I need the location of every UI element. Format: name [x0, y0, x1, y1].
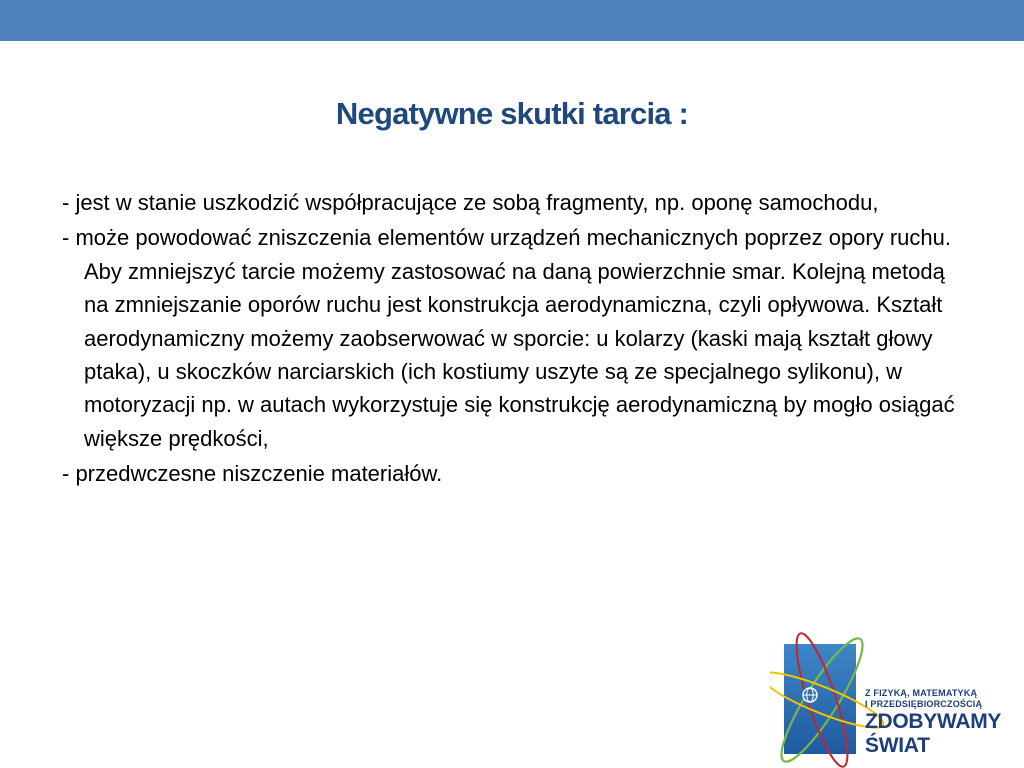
bullet-item-3: - przedwczesne niszczenie materiałów.: [62, 461, 443, 487]
top-banner-bar: [0, 0, 1024, 41]
bullet-list: [62, 186, 962, 493]
logo-title-line2: ŚWIAT: [865, 734, 930, 757]
logo-tagline-line1: Z FIZYKĄ, MATEMATYKĄ: [865, 688, 978, 698]
project-logo: [770, 624, 1024, 768]
slide-title: Negatywne skutki tarcia :: [335, 96, 689, 131]
bullet-item-2: - może powodować zniszczenia elementów urządzeń mechanicznych poprzez opory ruchu. Aby zmniejszyć tarcie możemy zastosować na daną powierzchnie smar. Kolejną metodą na zmniejszanie oporów ruchu jest konstrukcja aerodynamiczna, czyli opływowa. Kształt aerodynamiczny możemy zaobserwować w sporcie: u kolarzy (kaski mają kształt głowy ptaka), u skoczków narciarskich (ich kostiumy uszyte są ze specjalnego sylikonu), w motoryzacji np. w autach wykorzystuje się konstrukcję aerodynamiczną by mogło osiągać większe prędkości,: [62, 225, 955, 451]
bullet-item-1: - jest w stanie uszkodzić współpracujące ze sobą fragmenty, np. oponę samochodu,: [62, 190, 879, 215]
logo-title-line1: ZDOBYWAMY: [865, 710, 1002, 733]
logo-tagline-line2: I PRZEDSIĘBIORCZOŚCIĄ: [865, 699, 983, 709]
